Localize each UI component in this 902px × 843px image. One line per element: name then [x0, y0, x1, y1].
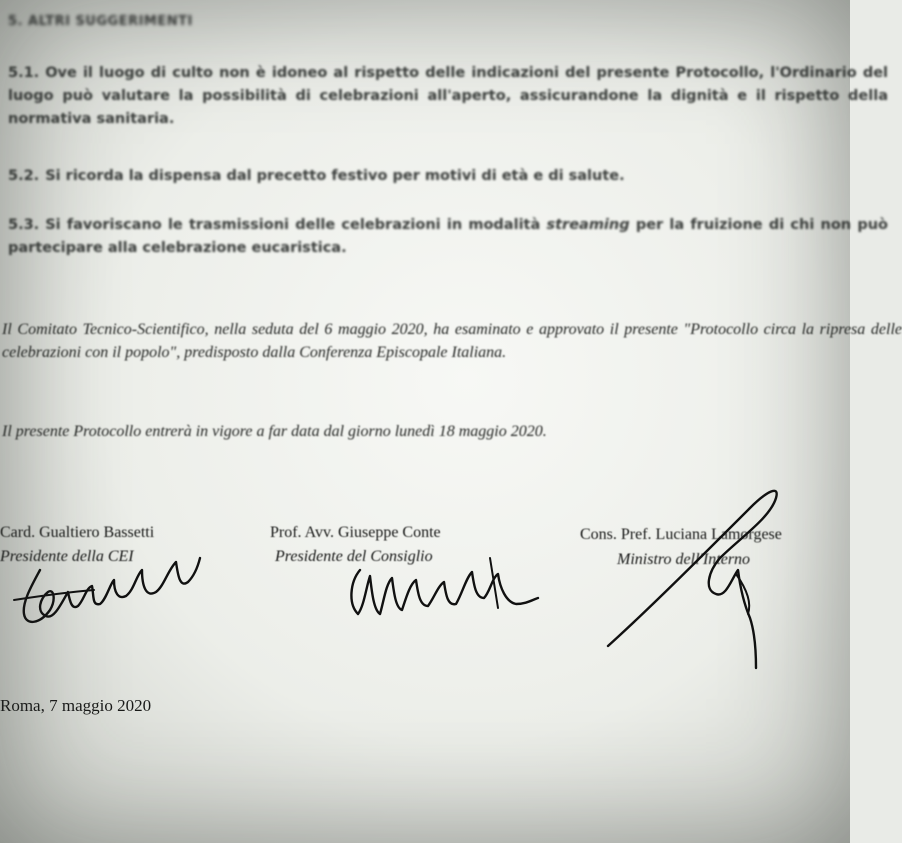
suggestion-number: 5.3.	[8, 217, 40, 233]
signature-conte	[340, 548, 540, 628]
suggestion-number: 5.1.	[8, 65, 40, 81]
signatory-3-name: Cons. Pref. Luciana Lamorgese	[580, 526, 782, 543]
place-date: Roma, 7 maggio 2020	[0, 696, 152, 715]
suggestion-text: Si ricorda la dispensa dal precetto festivo per motivi di età e di salute.	[45, 168, 625, 184]
section-title: 5. ALTRI SUGGERIMENTI	[8, 14, 193, 29]
suggestion-number: 5.2.	[8, 168, 40, 184]
signature-bassetti	[10, 540, 210, 635]
signature-lamorgese	[600, 478, 790, 678]
signatory-2-role: Presidente del Consiglio	[275, 548, 433, 565]
suggestion-text: Ove il luogo di culto non è idoneo al rispetto delle indicazioni del presente Protocollo, l'Ordinario del luogo può valutare la possibilità di celebrazioni all'aperto, assicurandone la dignità e il rispetto della normativa sanitaria.	[8, 65, 888, 127]
suggestion-text: Si favoriscano le trasmissioni delle celebrazioni in modalità	[45, 217, 541, 233]
effective-statement: Il presente Protocollo entrerà in vigore a far data dal giorno lunedì 18 maggio 2020.	[2, 423, 547, 440]
suggestion-5-2	[8, 165, 888, 188]
suggestion-text-continued: per la fruizione di chi non può partecipare alla celebrazione eucaristica.	[8, 217, 888, 256]
suggestion-5-3	[8, 214, 888, 260]
signatory-1-name: Card. Gualtiero Bassetti	[0, 524, 155, 541]
approval-statement: Il Comitato Tecnico-Scientifico, nella seduta del 6 maggio 2020, ha esaminato e approvato il presente "Protocollo circa la ripresa delle celebrazioni con il popolo", predisposto dalla Conferenza Episcopale Italiana.	[2, 321, 902, 361]
signatory-2-name: Prof. Avv. Giuseppe Conte	[270, 524, 441, 541]
signatory-1-role: Presidente della CEI	[0, 548, 134, 565]
suggestion-emphasis: streaming	[546, 217, 630, 233]
suggestion-5-1	[8, 62, 888, 131]
signatory-3-role: Ministro dell'Interno	[617, 551, 751, 568]
